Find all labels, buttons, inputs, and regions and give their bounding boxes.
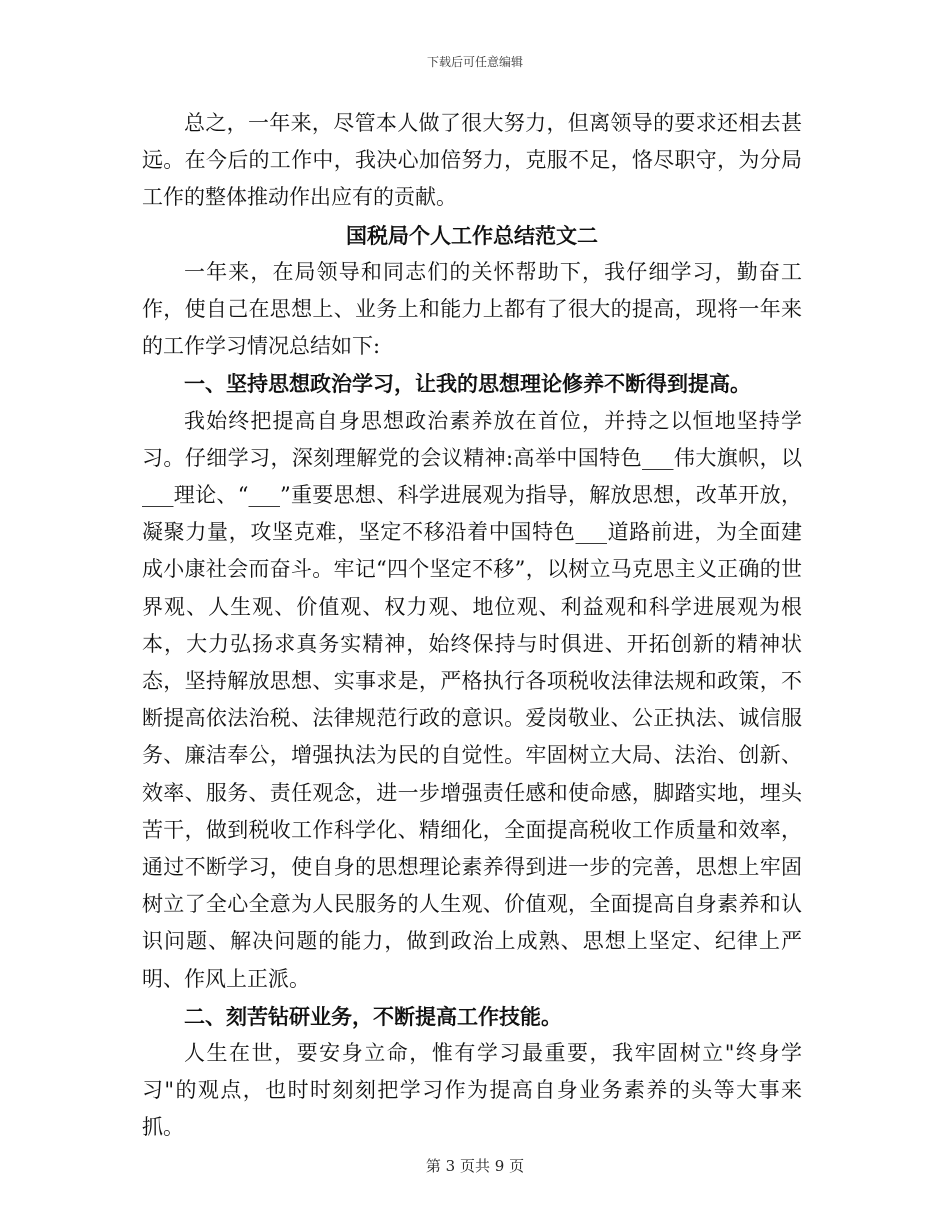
heading-political-study: 一、坚持思想政治学习，让我的思想理论修养不断得到提高。 [184,371,751,397]
heading-business-study: 二、刻苦钻研业务，不断提高工作技能。 [184,1003,562,1029]
paragraph-intro: 一年来，在局领导和同志们的关怀帮助下，我仔细学习，勤奋工作，使自己在思想上、业务上和能力上都有了很大的提高，现将一年来的工作学习情况总结如下: [142,259,802,359]
section-title: 国税局个人工作总结范文二 [346,222,598,248]
paragraph-conclusion: 总之，一年来，尽管本人做了很大努力，但离领导的要求还相去甚远。在今后的工作中，我决心加倍努力，克服不足，恪尽职守，为分局工作的整体推动作出应有的贡献。 [142,111,802,210]
document-body [142,105,802,1147]
page-number: 第 3 页共 9 页 [425,1157,525,1175]
header-note: 下载后可任意编辑 [426,55,523,69]
paragraph-business-study: 人生在世，要安身立命，惟有学习最重要，我牢固树立"终身学习"的观点，也时时刻刻把学习作为提高自身业务素养的头等大事来抓。 [142,1041,802,1140]
paragraph-political-study: 我始终把提高自身思想政治素养放在首位，并持之以恒地坚持学习。仔细学习，深刻理解党的会议精神:高举中国特色___伟大旗帜，以___理论、“___”重要思想、科学进展观为指导，解放思想，改革开放，凝聚力量，攻坚克难，坚定不移沿着中国特色___道路前进，为全面建成小康社会而奋斗。牢记“四个坚定不移”，以树立马克思主义正确的世界观、人生观、价值观、权力观、地位观、利益观和科学进展观为根本，大力弘扬求真务实精神，始终保持与时俱进、开拓创新的精神状态，坚持解放思想、实事求是，严格执行各项税收法律法规和政策，不断提高依法治税、法律规范行政的意识。爱岗敬业、公正执法、诚信服务、廉洁奉公，增强执法为民的自觉性。牢固树立大局、法治、创新、效率、服务、责任观念，进一步增强责任感和使命感，脚踏实地，埋头苦干，做到税收工作科学化、精细化，全面提高税收工作质量和效率，通过不断学习，使自身的思想理论素养得到进一步的完善，思想上牢固树立了全心全意为人民服务的人生观、价值观，全面提高自身素养和认识问题、解决问题的能力，做到政治上成熟、思想上坚定、纪律上严明、作风上正派。 [142,408,802,991]
